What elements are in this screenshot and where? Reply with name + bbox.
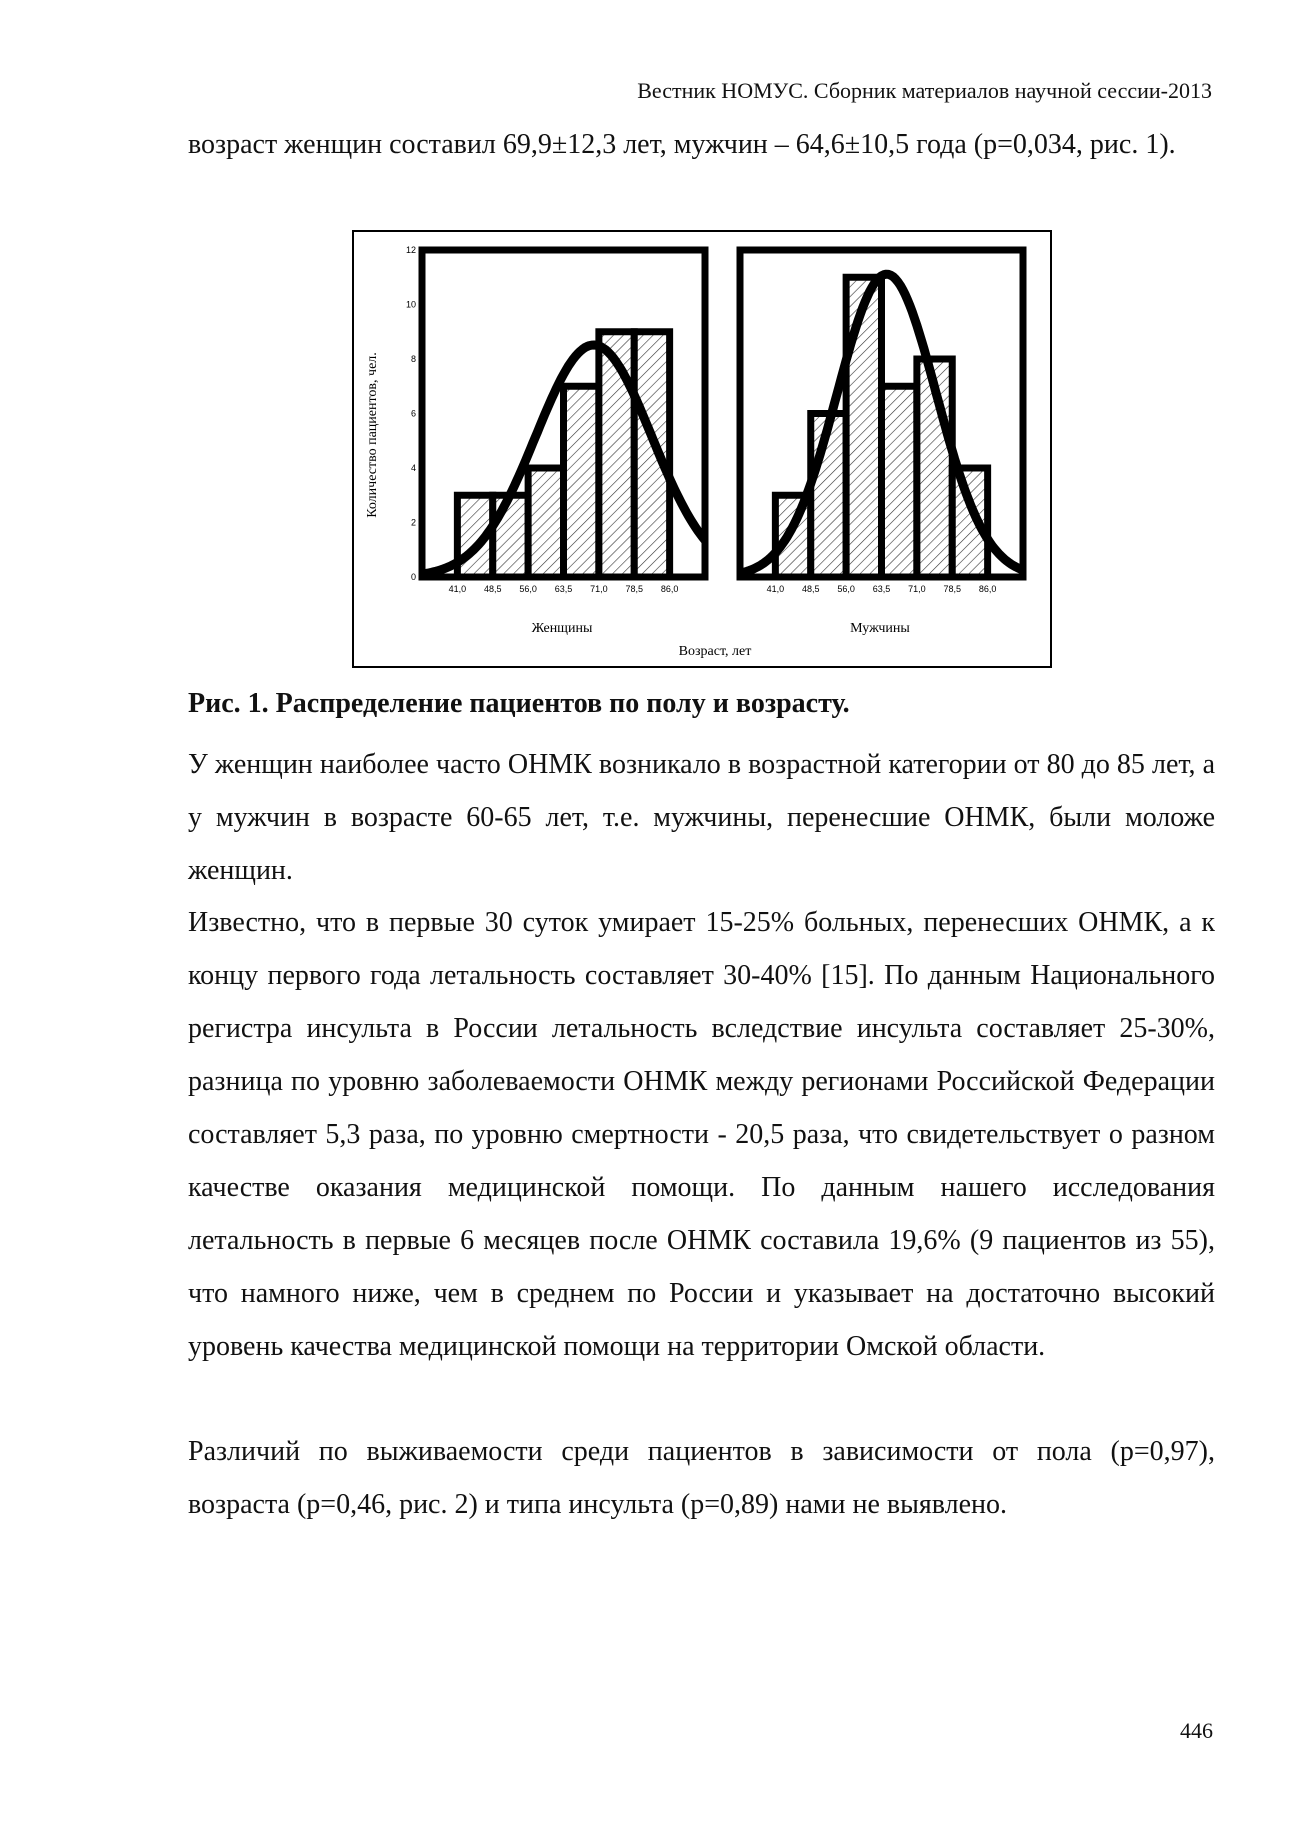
running-header: Вестник НОМУС. Сборник материалов научной сессии-2013 [637, 78, 1212, 103]
x-tick-label-men-1: 48,5 [801, 584, 820, 594]
histogram-chart [352, 230, 1052, 668]
y-tick-mark-men-0 [737, 574, 743, 580]
y-tick-label-5: 10 [405, 299, 416, 310]
y-tick-label-0: 0 [410, 572, 416, 582]
paragraph-mortality: Известно, что в первые 30 суток умирает 15-25% больных, перенесших ОНМК, а к концу первого года летальность составляет 30-40% [15]. По данным Национального регистра инсульта в России летальность вследствие инсульта составляет 25-30%, разница по уровню заболеваемости ОНМК между регионами Российской Федерации составляет 5,3 раза, по уровню смертности - 20,5 раза, что свидетельствует о разном качестве оказания медицинской помощи. По данным нашего исследования летальность в первые 6 месяцев после ОНМК составила 19,6% (9 пациентов из 55), что намного ниже, чем в среднем по России и указывает на достаточно высокий уровень качества медицинской помощи на территории Омской области. [188, 907, 1215, 1362]
x-tick-label-men-6: 86,0 [978, 584, 997, 594]
x-tick-label-women-6: 86,0 [660, 584, 679, 594]
x-axis-label: Возраст, лет [678, 644, 752, 659]
x-tick-label-men-5: 78,5 [943, 584, 962, 594]
y-tick-label-4: 8 [410, 354, 416, 364]
x-tick-label-men-4: 71,0 [908, 584, 926, 594]
y-tick-mark-men-6 [737, 247, 743, 253]
figure-caption: Рис. 1. Распределение пациентов по полу и возрасту. [188, 688, 850, 719]
y-tick-label-2: 4 [410, 463, 416, 473]
y-tick-label-6: 12 [405, 245, 416, 255]
page-number: 446 [1180, 1718, 1213, 1743]
histogram-bar-women-5 [634, 332, 669, 577]
paragraph-age-categories: У женщин наиболее часто ОНМК возникало в возрастной категории от 80 до 85 лет, а у мужчин в возрасте 60-65 лет, т.е. мужчины, перенесшие ОНМК, были моложе женщин. [188, 749, 1215, 886]
y-tick-label-1: 2 [410, 517, 416, 528]
y-tick-mark-men-4 [737, 356, 743, 362]
y-tick-mark-men-1 [737, 520, 743, 526]
x-tick-label-men-3: 63,5 [872, 584, 891, 594]
histogram-bar-women-3 [564, 386, 599, 577]
y-tick-mark-women-0 [419, 574, 425, 580]
panel-label-men: Мужчины [850, 621, 910, 636]
x-tick-label-women-4: 71,0 [590, 584, 608, 594]
histogram-bar-women-1 [493, 495, 528, 577]
x-tick-label-men-0: 41,0 [766, 584, 785, 594]
y-tick-mark-women-2 [419, 465, 425, 471]
histogram-bar-men-2 [846, 277, 881, 577]
figure-age-sex-histogram [352, 230, 1052, 668]
y-tick-mark-women-6 [419, 247, 425, 253]
x-tick-label-women-5: 78,5 [625, 584, 644, 594]
y-tick-mark-women-1 [419, 520, 425, 526]
x-tick-label-women-1: 48,5 [483, 584, 502, 594]
x-tick-label-women-3: 63,5 [554, 584, 573, 594]
x-tick-label-women-0: 41,0 [448, 584, 467, 594]
panel-label-women: Женщины [531, 621, 593, 636]
y-tick-mark-men-3 [737, 411, 743, 417]
histogram-bar-men-3 [882, 386, 917, 577]
y-tick-mark-women-4 [419, 356, 425, 362]
paragraph-intro: возраст женщин составил 69,9±12,3 лет, мужчин – 64,6±10,5 года (p=0,034, рис. 1). [188, 129, 1176, 160]
x-tick-label-women-2: 56,0 [519, 584, 537, 594]
y-axis-label: Количество пациентов, чел. [365, 352, 380, 518]
paragraph-survival: Различий по выживаемости среди пациентов в зависимости от пола (p=0,97), возраста (p=0,46, рис. 2) и типа инсульта (p=0,89) нами не выявлено. [188, 1436, 1215, 1520]
y-tick-mark-women-3 [419, 411, 425, 417]
y-tick-mark-women-5 [419, 302, 425, 308]
y-tick-label-3: 6 [410, 408, 416, 419]
y-tick-mark-men-2 [737, 465, 743, 471]
x-tick-label-men-2: 56,0 [837, 584, 855, 594]
y-tick-mark-men-5 [737, 302, 743, 308]
histogram-bar-women-2 [528, 468, 563, 577]
